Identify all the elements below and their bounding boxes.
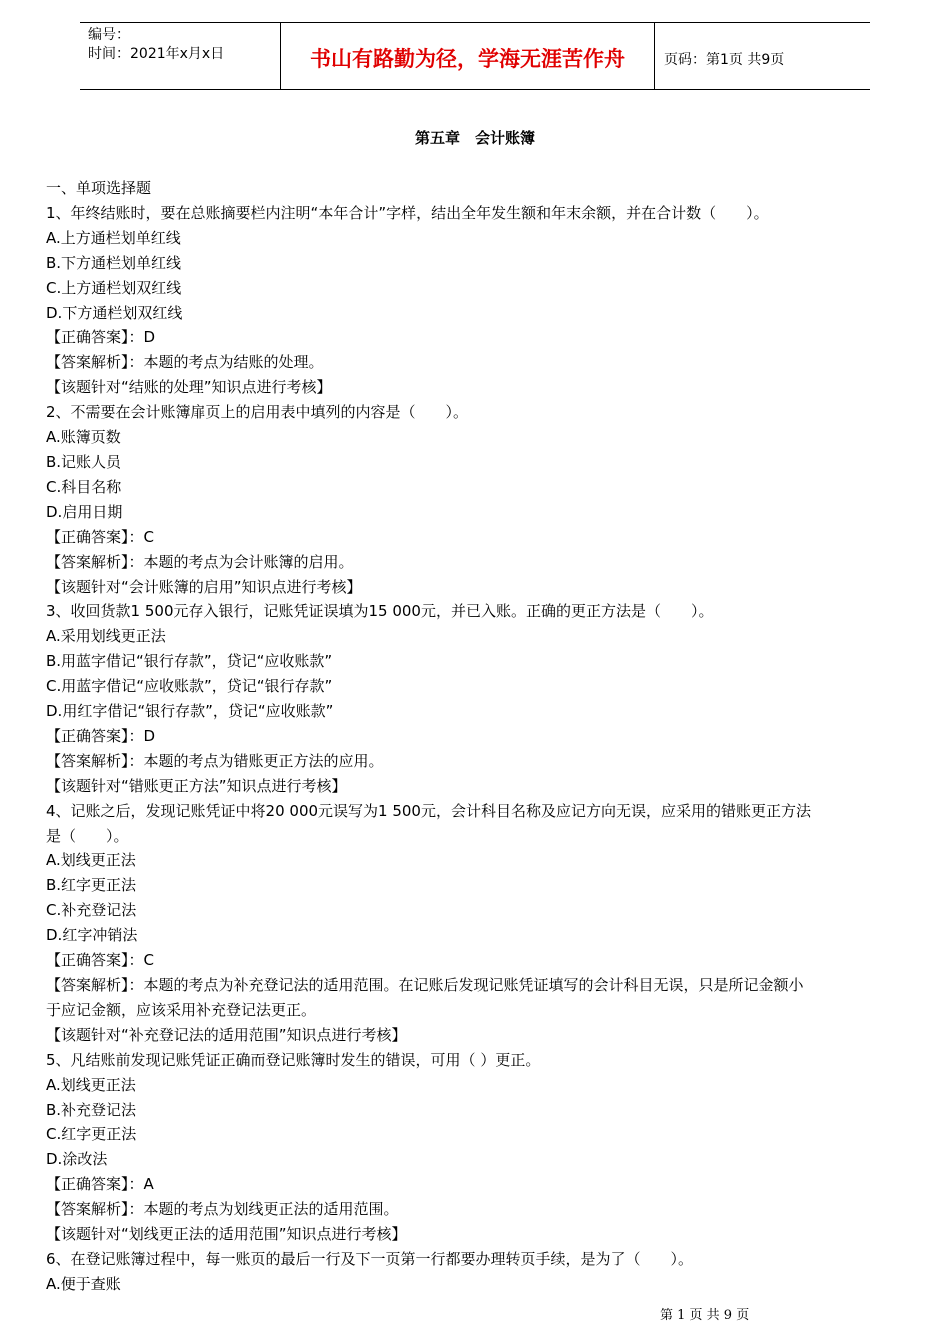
content-line: 【答案解析】：本题的考点为错账更正方法的应用。	[46, 751, 384, 770]
content-line: C.补充登记法	[46, 901, 137, 920]
content-line: C.红字更正法	[46, 1125, 137, 1144]
content-line: 5、凡结账前发现记账凭证正确而登记账簿时发生的错误，可用（ ）更正。	[46, 1050, 541, 1069]
content-line: 于应记金额，应该采用补充登记法更正。	[46, 1000, 317, 1019]
chapter-title: 第五章 会计账簿	[414, 129, 535, 147]
content-line: C.用蓝字借记“应收账款”，贷记“银行存款”	[46, 677, 333, 696]
content-line: 【正确答案】：D	[46, 328, 156, 347]
content-line: 【正确答案】：D	[46, 726, 156, 745]
content-line: D.启用日期	[46, 502, 123, 521]
content-line: 3、收回货款1 500元存入银行，记账凭证误填为15 000元，并已入账。正确的更正方法是（ ）。	[46, 602, 714, 621]
content-line: 4、记账之后，发现记账凭证中将20 000元误写为1 500元，会计科目名称及应记方向无误，应采用的错账更正方法	[46, 801, 811, 820]
content-line: B.红字更正法	[46, 876, 137, 895]
time-label: 时间：2021年x月x日	[88, 46, 225, 62]
content-line: 1、年终结账时，要在总账摘要栏内注明“本年合计”字样，结出全年发生额和年末余额，并在合计数（ ）。	[46, 203, 769, 222]
content-line: 【正确答案】：C	[46, 527, 154, 546]
content-line: D.下方通栏划双红线	[46, 303, 183, 322]
content-line: 【答案解析】：本题的考点为补充登记法的适用范围。在记账后发现记账凭证填写的会计科目无误，只是所记金额小	[46, 976, 804, 994]
content-line: D.用红字借记“银行存款”，贷记“应收账款”	[46, 702, 334, 721]
content-line: 2、不需要在会计账簿扉页上的启用表中填列的内容是（ ）。	[46, 403, 469, 422]
header-right-cell	[655, 23, 870, 89]
content-line: 【正确答案】：C	[46, 951, 154, 970]
header-middle-cell	[281, 23, 655, 89]
content-line: 一、单项选择题	[46, 179, 152, 197]
header-left-cell	[80, 23, 281, 89]
content-line: B.下方通栏划单红线	[46, 253, 182, 272]
content-line: 【该题针对“错账更正方法”知识点进行考核】	[46, 776, 347, 795]
content-line: D.红字冲销法	[46, 926, 138, 945]
content-line: 【该题针对“划线更正法的适用范围”知识点进行考核】	[46, 1225, 407, 1244]
content-line: B.记账人员	[46, 452, 122, 471]
content-line: A.账簿页数	[46, 428, 121, 447]
content-line: 【答案解析】：本题的考点为划线更正法的适用范围。	[46, 1200, 399, 1219]
content-line: 【该题针对“会计账簿的启用”知识点进行考核】	[46, 577, 362, 596]
content-line: 【该题针对“补充登记法的适用范围”知识点进行考核】	[46, 1025, 407, 1044]
content-line: 6、在登记账簿过程中，每一账页的最后一行及下一页第一行都要办理转页手续，是为了（ ）。	[46, 1249, 694, 1268]
question-content	[46, 176, 906, 1297]
content-line: A.划线更正法	[46, 1075, 136, 1094]
content-line: 【答案解析】：本题的考点为结账的处理。	[46, 353, 324, 372]
content-line: A.划线更正法	[46, 851, 136, 870]
content-line: C.科目名称	[46, 477, 122, 496]
content-line: A.上方通栏划单红线	[46, 228, 181, 247]
content-line: A.采用划线更正法	[46, 627, 166, 646]
content-line: B.补充登记法	[46, 1100, 137, 1119]
motto-text: 书山有路勤为径，学海无涯苦作舟	[310, 46, 625, 71]
content-line: 【答案解析】：本题的考点为会计账簿的启用。	[46, 552, 354, 571]
content-line: A.便于查账	[46, 1274, 121, 1293]
content-line: C.上方通栏划双红线	[46, 278, 182, 297]
page-footer: 第 1 页 共 9 页	[660, 1308, 750, 1323]
content-line: B.用蓝字借记“银行存款”，贷记“应收账款”	[46, 652, 333, 671]
number-label: 编号：	[88, 27, 130, 43]
content-line: 【正确答案】：A	[46, 1175, 154, 1194]
content-line: D.涂改法	[46, 1150, 108, 1169]
content-line: 【该题针对“结账的处理”知识点进行考核】	[46, 378, 332, 397]
page-info: 页码：第1页 共9页	[664, 52, 785, 68]
page-header	[80, 22, 870, 90]
content-line: 是（ ）。	[46, 826, 129, 845]
